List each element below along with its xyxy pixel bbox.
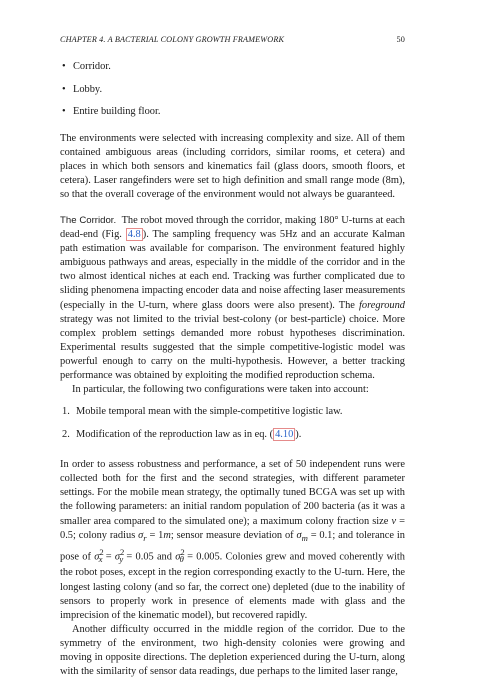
page-number: 50 [396,35,405,44]
page-body [60,60,405,679]
paragraph-assessment: In order to assess robustness and performance, a set of 50 independent runs were collected both for the first and the second strategies, with different parameter settings. For the mobile mean strategy, the optimally tuned BCGA was set up with the following parameters: an initial random population of 200 bacteria (as it was a smaller area compared to the simulated one); a maximum colony fraction size ν = 0.5; colony radius $\sigma_r = 1m$; sensor measure deviation of $\sigma_m = 0.1$; and tolerance in pose of $\sigma^2_x = \sigma^2_y = 0.05$ and $\sigma^2_\theta = 0.005$. Colonies grew and moved coherently with the robot poses, except in the region corresponding exactly to the U-turn. Here, the longest lasting colony (and so far, the correct one) depleted (due to the inability of sensors to properly work in presence of elements made with glass and the imprecision of the kinematic model), but recovered rapidly. [60,459,406,621]
figure-link[interactable]: 4.8 [127,229,141,241]
list-item: • Entire building floor. [60,105,405,128]
chapter-title: CHAPTER 4. A BACTERIAL COLONY GROWTH FRAMEWORK [60,35,285,44]
list-item: • Lobby. [60,83,405,106]
equation-link[interactable]: 4.10 [275,428,294,440]
emphasis: foreground [359,299,405,311]
paragraph-environments: The environments were selected with increasing complexity and size. All of them contained ambiguous areas (including corridors, similar rooms, et cetera) and places in which both sensors and kinematics fail (glass doors, smooth floors, et cetera). Laser rangefinders were set to high definition and small range mode (8m), so that the overall coverage of the environment would not always be guaranteed. [60,132,405,200]
section-heading: The Corridor. [60,214,117,226]
list-item: 2. Modification of the reproduction law as in eq. ( 4.10 ). [62,428,302,440]
list-item: • Corridor. [60,60,405,83]
environment-list [60,60,405,128]
paragraph-corridor: The Corridor. The robot moved through the corridor, making 180° U-turns at each dead-end (Fig. 4.8 ). The sampling frequency was 5Hz and an accurate Kalman path estimation was available for comparison. The environment featured highly ambiguous pathways and areas, especially in the middle of the corridor and in the two almost identical niches at each end. Tracking was further complicated due to sliding phenomena impacting encoder data and noise affecting laser measurements (especially in the U-turn, where glass doors were also present). The foreground strategy was not limited to the trivial best-colony (or best-particle) choice. More complex problem settings demanded more robust hypotheses discrimination. Experimental results suggested that the simple competitive-logistic model was powerful enough to carry on the multi-hypothesis. However, a better tracking performance was obtained by exploiting the modified reproduction schema. [60,214,406,381]
paragraph-particular: In particular, the following two configurations were taken into account: [72,384,369,396]
configuration-list [60,405,405,450]
paragraph-difficulty: Another difficulty occurred in the middle region of the corridor. Due to the symmetry of the environment, two high-density colonies were growing and moving in opposite directions. The depletion experienced during the U-turn, along with the similarity of sensor data readings, due perhaps to the limited laser range, [60,623,405,678]
list-item: 1. Mobile temporal mean with the simple-competitive logistic law. [62,406,343,418]
